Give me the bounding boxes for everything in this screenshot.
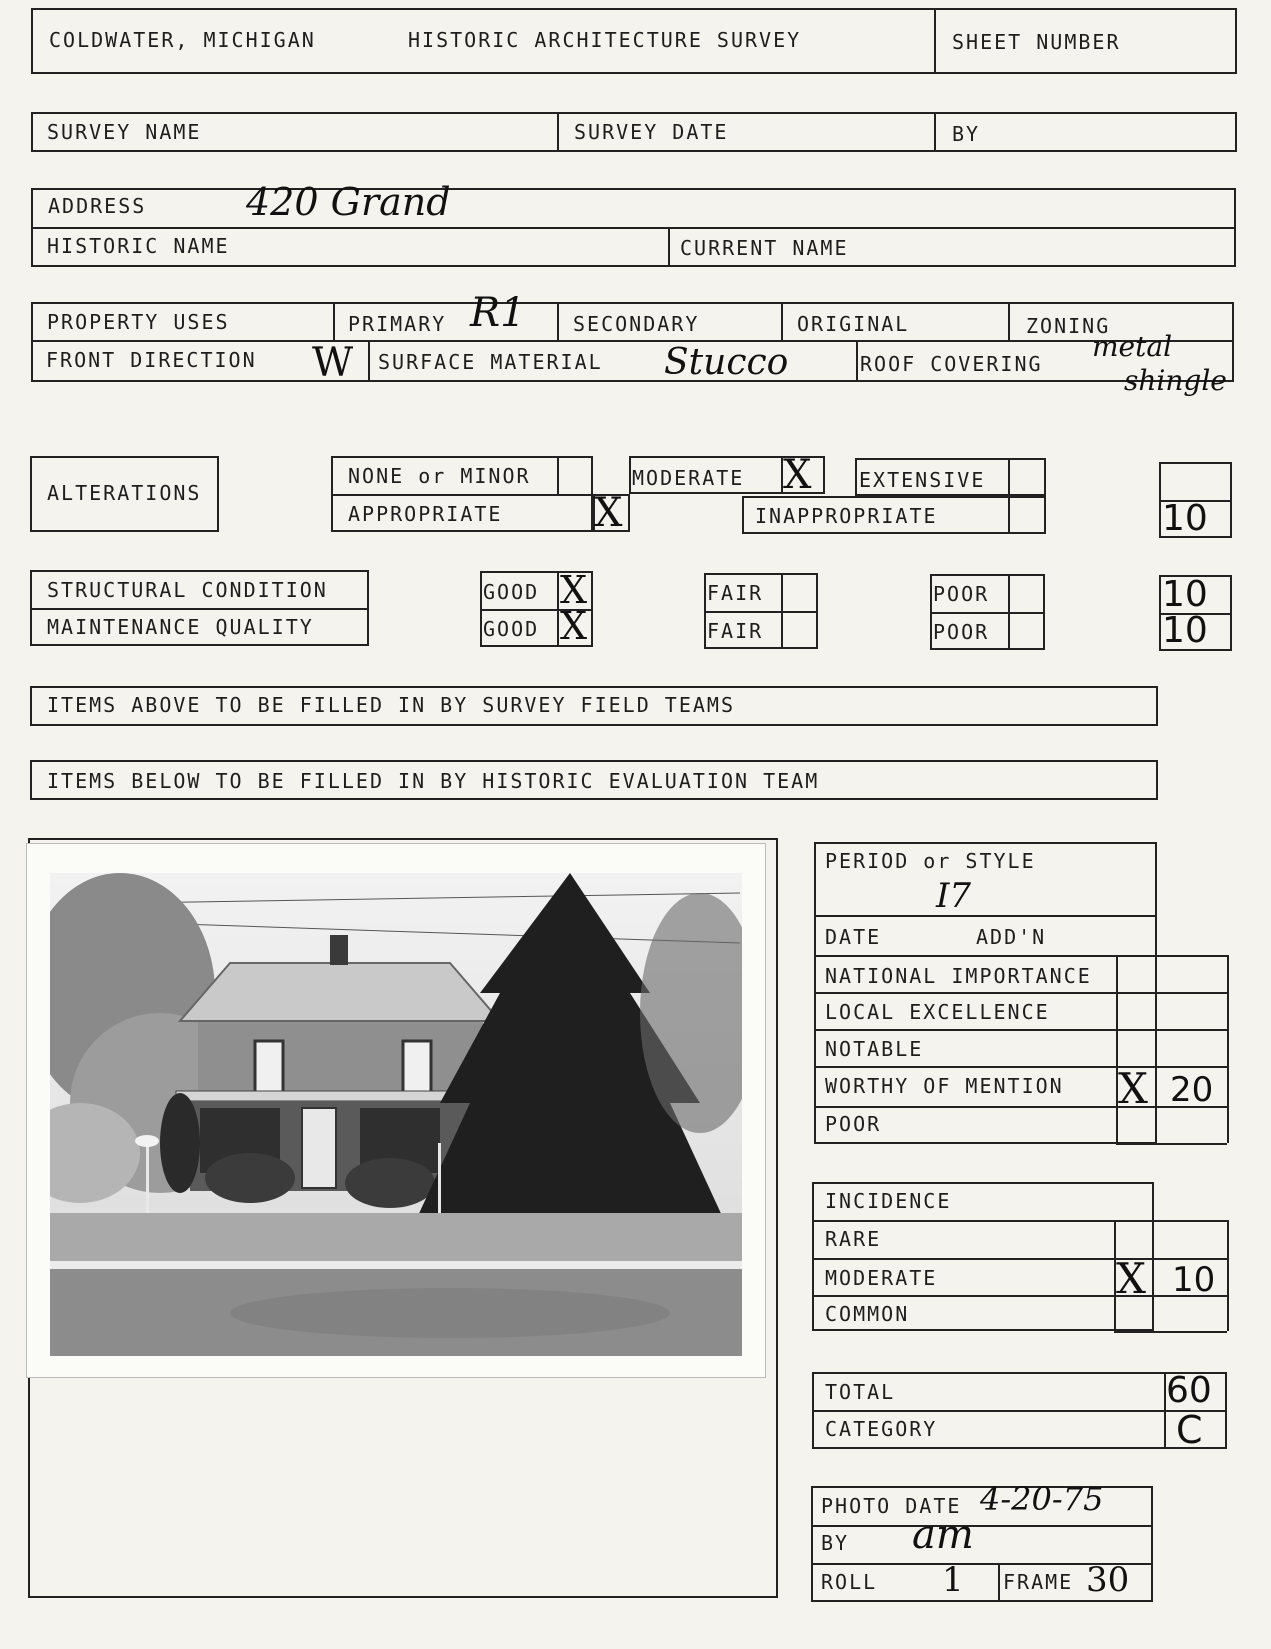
field-teams-note: ITEMS ABOVE TO BE FILLED IN BY SURVEY FIELD TEAMS xyxy=(47,693,736,717)
maintenance-fair-label: FAIR xyxy=(707,619,764,643)
front-direction-label: FRONT DIRECTION xyxy=(46,348,257,372)
secondary-label: SECONDARY xyxy=(573,312,700,336)
historic-name-label: HISTORIC NAME xyxy=(47,234,230,258)
category-label: CATEGORY xyxy=(825,1417,938,1441)
frame-label: FRAME xyxy=(1003,1570,1074,1594)
period-style-label: PERIOD or STYLE xyxy=(825,849,1036,873)
structural-score: 10 xyxy=(1162,574,1208,615)
structural-good-label: GOOD xyxy=(483,580,540,604)
local-excellence-label: LOCAL EXCELLENCE xyxy=(825,1000,1050,1024)
eval-addn-label: ADD'N xyxy=(976,925,1047,949)
photo-by-label: BY xyxy=(821,1531,850,1555)
roll-value: 1 xyxy=(942,1560,964,1600)
survey-date-label: SURVEY DATE xyxy=(574,120,729,144)
header-divider xyxy=(934,8,936,74)
eval-poor-label: POOR xyxy=(825,1112,882,1136)
photo-date-value: 4-20-75 xyxy=(980,1480,1104,1518)
primary-value: R1 xyxy=(470,290,526,336)
structural-fair-label: FAIR xyxy=(707,581,764,605)
property-uses-label: PROPERTY USES xyxy=(47,310,230,334)
incidence-label: INCIDENCE xyxy=(825,1189,952,1213)
eval-date-label: DATE xyxy=(825,925,882,949)
inappropriate-label: INAPPROPRIATE xyxy=(755,504,938,528)
incidence-moderate-mark: X xyxy=(1116,1254,1146,1303)
appropriate-mark: X xyxy=(594,490,623,536)
maintenance-good-mark: X xyxy=(560,604,588,648)
category-value: C xyxy=(1176,1408,1203,1452)
photo-by-value: am xyxy=(912,1512,974,1558)
house-photo-illustration xyxy=(50,873,742,1356)
house-photo xyxy=(50,873,742,1356)
maintenance-quality-label: MAINTENANCE QUALITY xyxy=(47,615,314,639)
incidence-moderate-label: MODERATE xyxy=(825,1266,938,1290)
worthy-of-mention-mark: X xyxy=(1118,1064,1148,1113)
moderate-label: MODERATE xyxy=(632,466,745,490)
notable-label: NOTABLE xyxy=(825,1037,924,1061)
maintenance-score: 10 xyxy=(1162,610,1208,651)
none-minor-label: NONE or MINOR xyxy=(348,464,531,488)
roll-label: ROLL xyxy=(821,1570,878,1594)
address-label: ADDRESS xyxy=(48,194,147,218)
common-label: COMMON xyxy=(825,1302,910,1326)
header-title: HISTORIC ARCHITECTURE SURVEY xyxy=(408,28,802,52)
surface-material-value: Stucco xyxy=(664,342,789,383)
roof-covering-label: ROOF COVERING xyxy=(860,352,1043,376)
roof-covering-value-1: metal xyxy=(1092,330,1173,363)
original-label: ORIGINAL xyxy=(797,312,910,336)
survey-by-label: BY xyxy=(952,122,981,146)
worthy-of-mention-label: WORTHY OF MENTION xyxy=(825,1074,1064,1098)
photo-date-label: PHOTO DATE xyxy=(821,1494,962,1518)
structural-poor-label: POOR xyxy=(933,582,990,606)
maintenance-poor-label: POOR xyxy=(933,620,990,644)
sheet-number-label: SHEET NUMBER xyxy=(952,30,1121,54)
period-style-value: I7 xyxy=(936,876,972,916)
current-name-label: CURRENT NAME xyxy=(680,236,849,260)
evaluation-team-note: ITEMS BELOW TO BE FILLED IN BY HISTORIC EVALUATION TEAM xyxy=(47,769,820,793)
appropriate-label: APPROPRIATE xyxy=(348,502,503,526)
zoning-label: ZONING xyxy=(1026,314,1111,338)
extensive-label: EXTENSIVE xyxy=(859,468,986,492)
header-city: COLDWATER, MICHIGAN xyxy=(49,28,316,52)
maintenance-good-label: GOOD xyxy=(483,617,540,641)
front-direction-value: W xyxy=(312,340,354,386)
national-importance-label: NATIONAL IMPORTANCE xyxy=(825,964,1092,988)
primary-label: PRIMARY xyxy=(348,312,447,336)
total-value: 60 xyxy=(1166,1370,1212,1411)
alterations-label: ALTERATIONS xyxy=(47,481,202,505)
incidence-moderate-score: 10 xyxy=(1172,1260,1216,1300)
address-value: 420 Grand xyxy=(246,180,451,224)
alterations-score: 10 xyxy=(1162,498,1208,539)
survey-name-label: SURVEY NAME xyxy=(47,120,202,144)
frame-value: 30 xyxy=(1086,1560,1130,1600)
roof-covering-value-2: shingle xyxy=(1124,364,1227,397)
structural-good-mark: X xyxy=(560,568,588,612)
structural-condition-label: STRUCTURAL CONDITION xyxy=(47,578,328,602)
rare-label: RARE xyxy=(825,1227,882,1251)
surface-material-label: SURFACE MATERIAL xyxy=(378,350,603,374)
worthy-of-mention-score: 20 xyxy=(1170,1070,1214,1110)
total-label: TOTAL xyxy=(825,1380,896,1404)
moderate-mark: X xyxy=(783,452,812,498)
